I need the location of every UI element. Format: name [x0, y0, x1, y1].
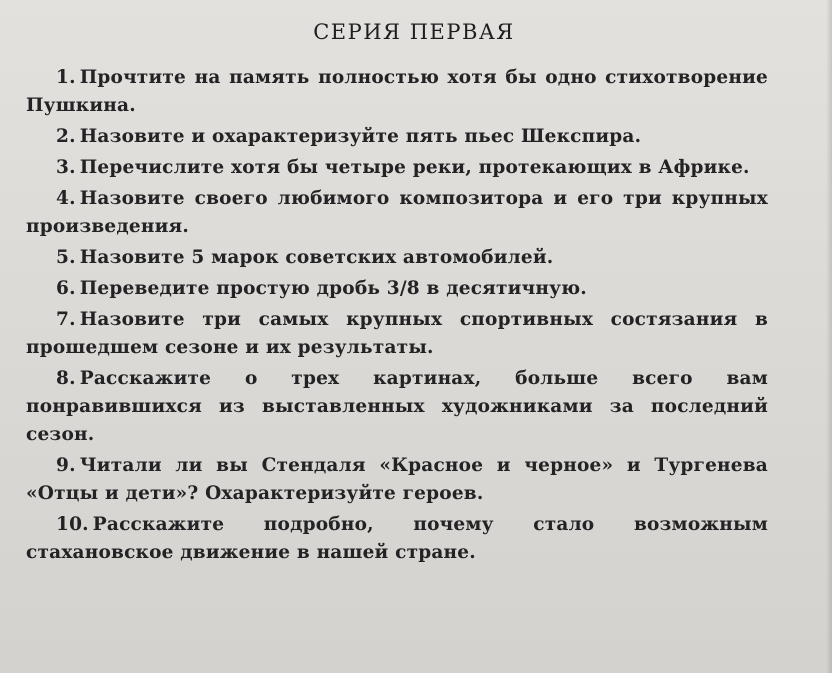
question-number: 5. — [56, 247, 76, 268]
question-item — [26, 275, 768, 303]
question-item — [26, 154, 768, 182]
question-item — [26, 452, 768, 508]
question-text: Назовите и охарактеризуйте пять пьес Шекспира. — [79, 126, 642, 147]
question-number: 9. — [56, 455, 76, 476]
question-item — [26, 306, 768, 362]
question-item — [26, 185, 768, 241]
question-text: Назовите 5 марок советских автомобилей. — [79, 247, 554, 268]
question-text: Назовите три самых крупных спортивных состязания в прошедшем сезоне и их результаты. — [26, 309, 768, 358]
question-number: 7. — [56, 309, 76, 330]
question-text: Прочтите на память полностью хотя бы одно стихотворение Пушкина. — [26, 67, 768, 116]
question-number: 4. — [56, 188, 76, 209]
question-number: 8. — [56, 368, 76, 389]
question-number: 3. — [56, 157, 76, 178]
question-number: 10. — [56, 514, 89, 535]
question-item — [26, 365, 768, 449]
question-number: 2. — [56, 126, 76, 147]
question-text: Читали ли вы Стендаля «Красное и черное» и Тургенева «Отцы и дети»? Охарактеризуйте героев. — [26, 455, 768, 504]
question-text: Расскажите о трех картинах, больше всего вам понравившихся из выставленных художниками за последний сезон. — [26, 368, 768, 445]
question-text: Переведите простую дробь 3/8 в десятичную. — [79, 278, 587, 299]
question-item — [26, 64, 768, 120]
question-item — [26, 244, 768, 272]
question-text: Назовите своего любимого композитора и его три крупных произведения. — [26, 188, 768, 237]
page-title: СЕРИЯ ПЕРВАЯ — [313, 20, 515, 44]
question-text: Расскажите подробно, почему стало возможным стахановское движение в нашей стране. — [26, 514, 768, 563]
question-item — [26, 123, 768, 151]
question-number: 6. — [56, 278, 76, 299]
question-item — [26, 511, 768, 567]
question-number: 1. — [56, 67, 76, 88]
question-text: Перечислите хотя бы четыре реки, протекающих в Африке. — [79, 157, 750, 178]
